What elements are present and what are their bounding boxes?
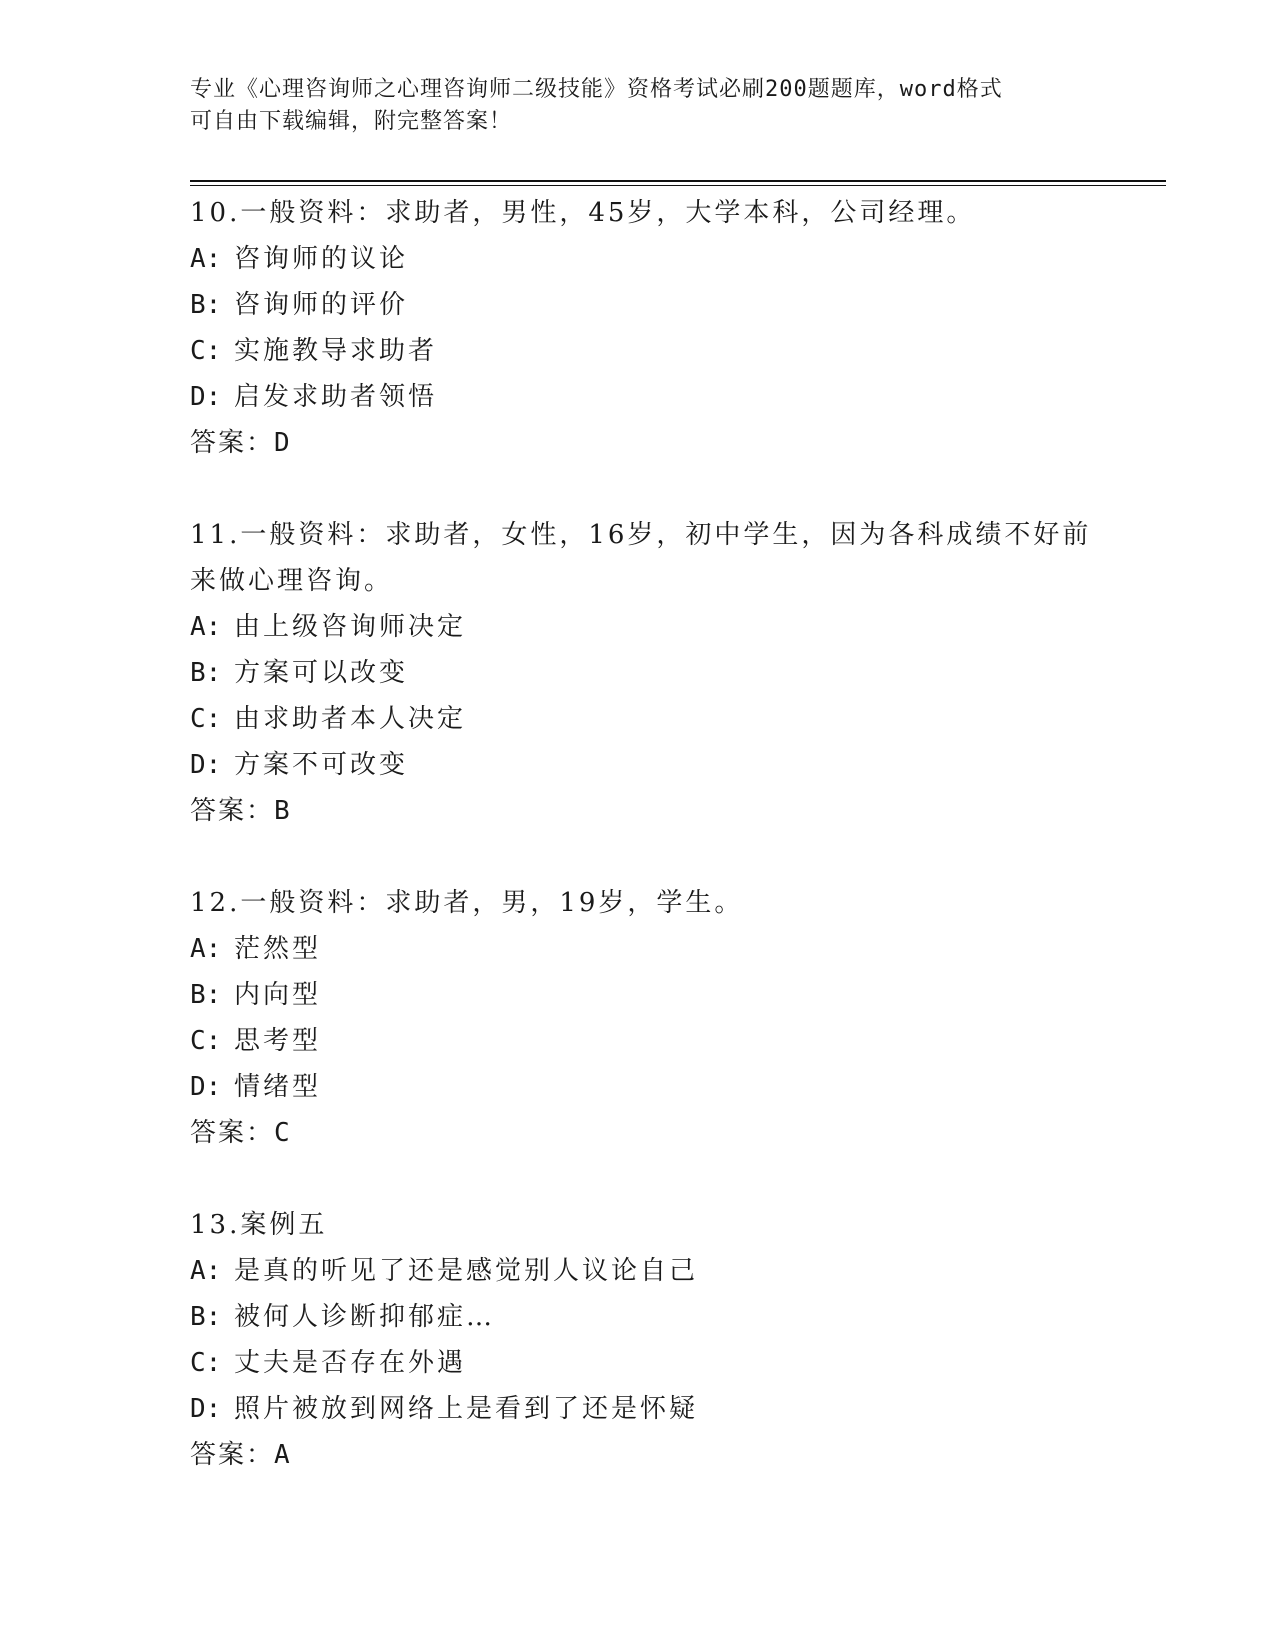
option-a bbox=[190, 604, 1150, 650]
answer-label: 答案： bbox=[190, 428, 275, 458]
option-label: A: bbox=[190, 244, 222, 274]
question-stem: 11.一般资料：求助者，女性，16岁，初中学生，因为各科成绩不好前 bbox=[190, 520, 1092, 550]
option-b bbox=[190, 650, 1150, 696]
option-text: 咨询师的评价 bbox=[234, 290, 409, 320]
option-label: A: bbox=[190, 1256, 222, 1286]
option-label: A: bbox=[190, 934, 222, 964]
option-d bbox=[190, 1386, 1150, 1432]
option-b bbox=[190, 282, 1150, 328]
option-text: 丈夫是否存在外遇 bbox=[234, 1348, 467, 1378]
option-text: 情绪型 bbox=[234, 1072, 322, 1102]
question-13 bbox=[190, 1202, 1150, 1478]
answer-line bbox=[190, 788, 1150, 834]
option-label: D: bbox=[190, 382, 222, 412]
answer-line bbox=[190, 1432, 1150, 1478]
question-10 bbox=[190, 190, 1150, 466]
option-d bbox=[190, 742, 1150, 788]
option-text: 启发求助者领悟 bbox=[234, 382, 438, 412]
answer-label: 答案： bbox=[190, 1440, 275, 1470]
answer-value: A bbox=[274, 1440, 292, 1470]
option-text: 思考型 bbox=[234, 1026, 322, 1056]
option-d bbox=[190, 1064, 1150, 1110]
header-divider bbox=[190, 180, 1166, 182]
answer-label: 答案： bbox=[190, 796, 275, 826]
option-c bbox=[190, 1018, 1150, 1064]
answer-line bbox=[190, 1110, 1150, 1156]
option-label: B: bbox=[190, 980, 222, 1010]
option-text: 内向型 bbox=[234, 980, 322, 1010]
header-divider-secondary bbox=[190, 185, 1166, 186]
option-b bbox=[190, 1294, 1150, 1340]
option-c bbox=[190, 328, 1150, 374]
header-line-1: 专业《心理咨询师之心理咨询师二级技能》资格考试必刷200题题库，word格式 bbox=[190, 77, 1003, 102]
option-label: C: bbox=[190, 336, 222, 366]
question-stem: 10.一般资料：求助者，男性，45岁，大学本科，公司经理。 bbox=[190, 198, 976, 228]
option-label: B: bbox=[190, 658, 222, 688]
option-text: 方案可以改变 bbox=[234, 658, 409, 688]
option-text: 被何人诊断抑郁症… bbox=[234, 1302, 496, 1332]
option-label: B: bbox=[190, 1302, 222, 1332]
answer-line bbox=[190, 420, 1150, 466]
option-text: 茫然型 bbox=[234, 934, 322, 964]
answer-value: C bbox=[274, 1118, 292, 1148]
option-text: 由求助者本人决定 bbox=[234, 704, 467, 734]
option-label: C: bbox=[190, 1026, 222, 1056]
option-label: C: bbox=[190, 704, 222, 734]
option-c bbox=[190, 1340, 1150, 1386]
document-header bbox=[190, 74, 1090, 138]
option-a bbox=[190, 926, 1150, 972]
question-list bbox=[190, 190, 1150, 1524]
option-c bbox=[190, 696, 1150, 742]
option-a bbox=[190, 236, 1150, 282]
option-text: 实施教导求助者 bbox=[234, 336, 438, 366]
option-label: D: bbox=[190, 1394, 222, 1424]
header-line-2: 可自由下载编辑，附完整答案！ bbox=[190, 109, 513, 134]
question-stem: 13.案例五 bbox=[190, 1210, 328, 1240]
option-b bbox=[190, 972, 1150, 1018]
option-label: B: bbox=[190, 290, 222, 320]
question-stem: 12.一般资料：求助者，男，19岁，学生。 bbox=[190, 888, 744, 918]
question-11 bbox=[190, 512, 1150, 834]
option-d bbox=[190, 374, 1150, 420]
answer-label: 答案： bbox=[190, 1118, 275, 1148]
option-label: C: bbox=[190, 1348, 222, 1378]
answer-value: B bbox=[274, 796, 292, 826]
option-text: 是真的听见了还是感觉别人议论自己 bbox=[234, 1256, 699, 1286]
option-label: D: bbox=[190, 750, 222, 780]
option-text: 由上级咨询师决定 bbox=[234, 612, 467, 642]
option-a bbox=[190, 1248, 1150, 1294]
question-stem-continued: 来做心理咨询。 bbox=[190, 566, 394, 596]
option-label: A: bbox=[190, 612, 222, 642]
option-text: 咨询师的议论 bbox=[234, 244, 409, 274]
option-text: 照片被放到网络上是看到了还是怀疑 bbox=[234, 1394, 699, 1424]
option-text: 方案不可改变 bbox=[234, 750, 409, 780]
option-label: D: bbox=[190, 1072, 222, 1102]
question-12 bbox=[190, 880, 1150, 1156]
answer-value: D bbox=[274, 428, 292, 458]
